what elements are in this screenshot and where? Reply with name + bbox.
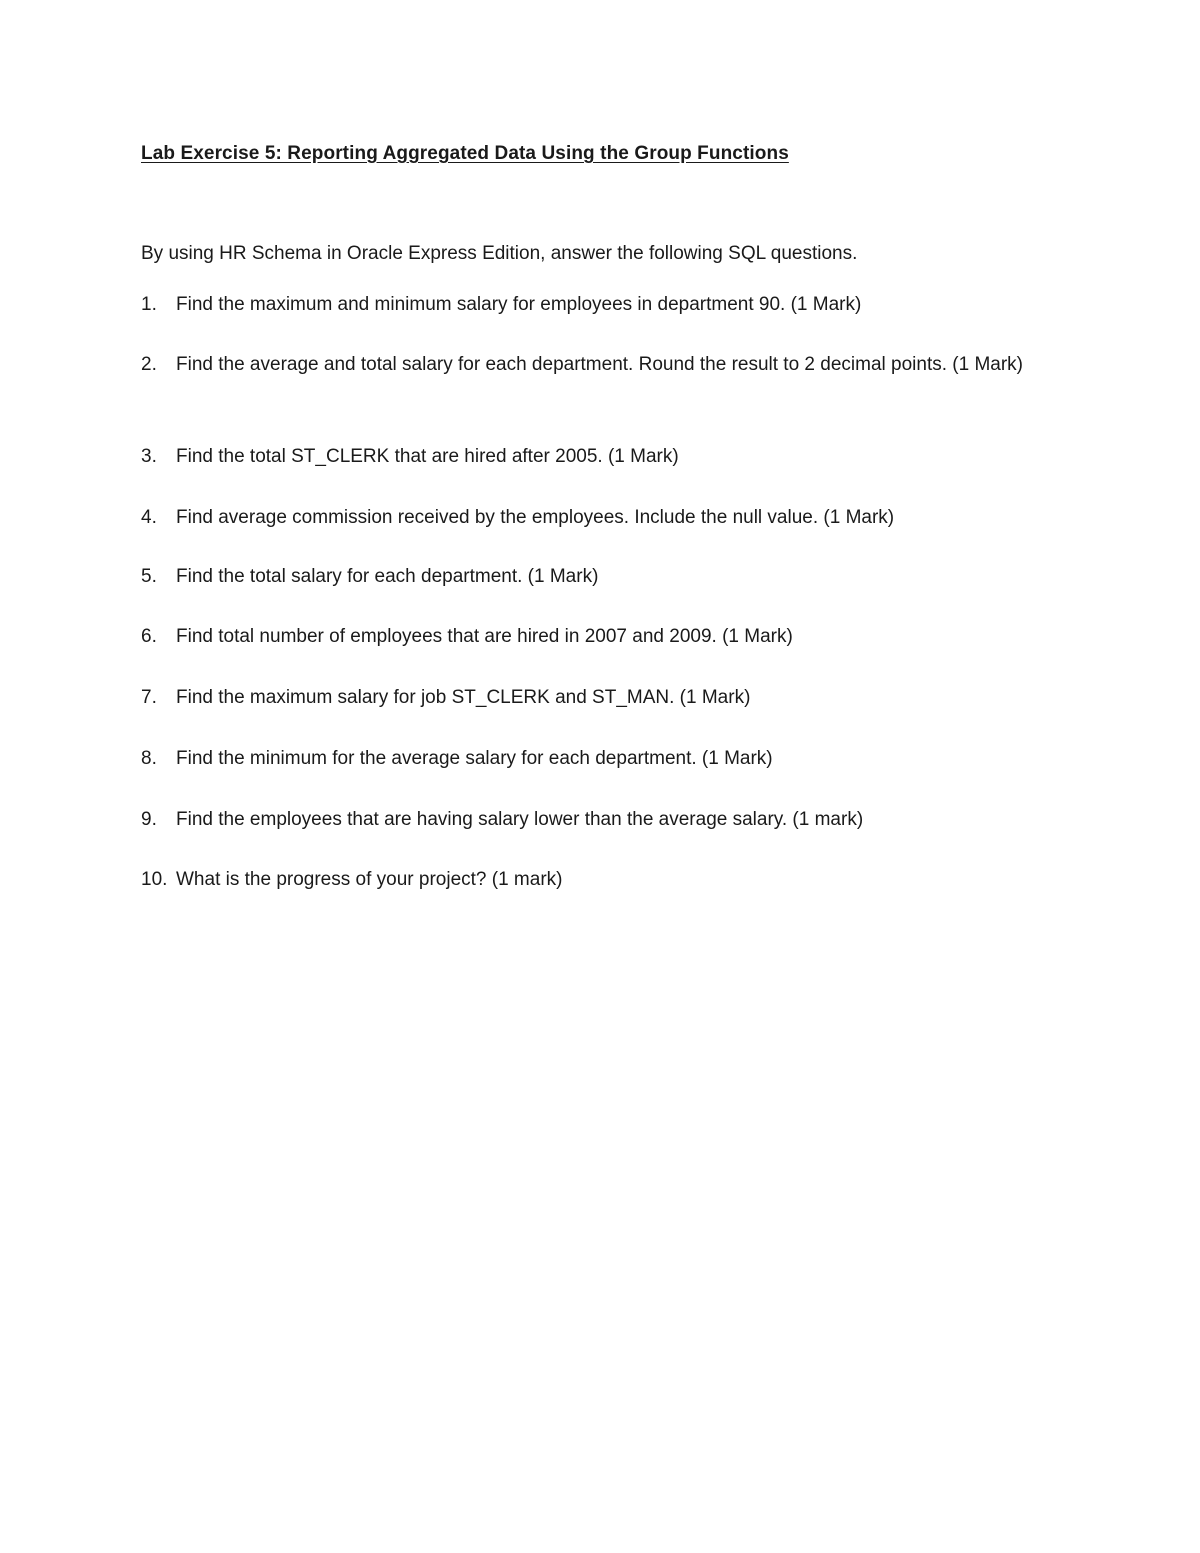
question-number: 8. (141, 748, 157, 769)
question-number: 6. (141, 626, 157, 647)
question-item-3 (141, 441, 1041, 472)
question-text: Find the maximum salary for job ST_CLERK and ST_MAN. (1 Mark) (176, 687, 751, 708)
question-text: Find the total salary for each department. (1 Mark) (176, 566, 599, 587)
question-text: Find the employees that are having salary lower than the average salary. (1 mark) (176, 809, 864, 830)
question-item-1 (141, 289, 1041, 320)
question-item-6 (141, 621, 1041, 652)
question-item-4 (141, 502, 1041, 533)
question-number: 2. (141, 354, 157, 375)
document-intro: By using HR Schema in Oracle Express Edition, answer the following SQL questions. (141, 243, 858, 264)
question-text: Find the minimum for the average salary for each department. (1 Mark) (176, 748, 773, 769)
question-item-10 (141, 864, 1041, 895)
question-number: 4. (141, 507, 157, 528)
document-title: Lab Exercise 5: Reporting Aggregated Data Using the Group Functions (141, 143, 789, 164)
question-number: 1. (141, 294, 157, 315)
question-text: Find average commission received by the employees. Include the null value. (1 Mark) (176, 507, 895, 528)
question-text: Find the maximum and minimum salary for employees in department 90. (1 Mark) (176, 294, 862, 315)
question-item-2 (141, 349, 1041, 380)
question-text: Find total number of employees that are hired in 2007 and 2009. (1 Mark) (176, 626, 793, 647)
question-number: 3. (141, 446, 157, 467)
question-item-7 (141, 682, 1041, 713)
question-text: Find the average and total salary for each department. Round the result to 2 decimal points. (1 Mark) (176, 354, 1024, 375)
question-number: 7. (141, 687, 157, 708)
question-item-5 (141, 561, 1041, 592)
question-item-8 (141, 743, 1041, 774)
question-number: 9. (141, 809, 157, 830)
question-item-9 (141, 804, 1041, 835)
question-text: Find the total ST_CLERK that are hired after 2005. (1 Mark) (176, 446, 679, 467)
question-number: 5. (141, 566, 157, 587)
question-number: 10. (141, 869, 168, 890)
question-text: What is the progress of your project? (1 mark) (176, 869, 563, 890)
